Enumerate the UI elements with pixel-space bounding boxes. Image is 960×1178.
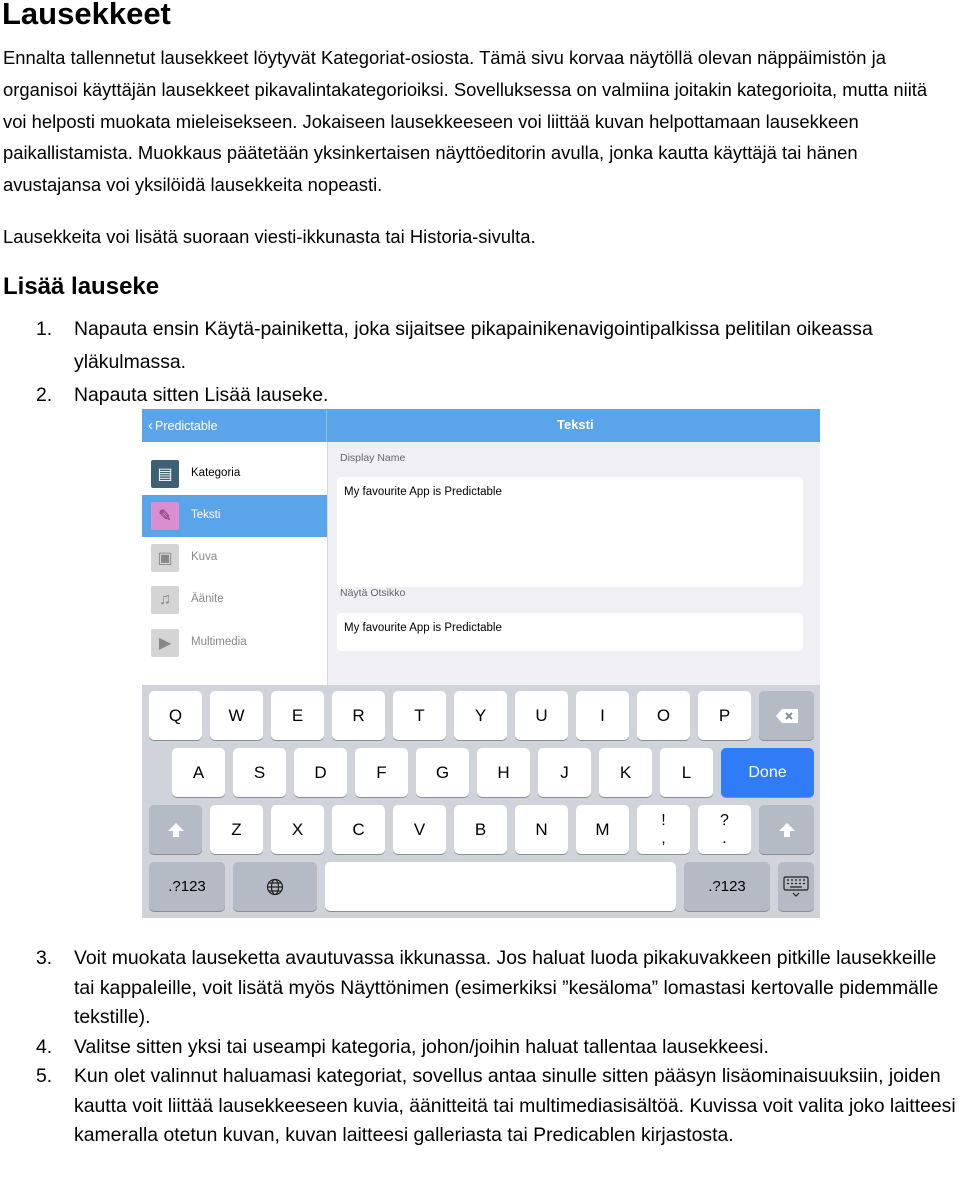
step-item	[0, 944, 960, 1033]
step-number: 4.	[36, 1035, 53, 1058]
sidebar-item-label: Multimedia	[191, 636, 247, 648]
key-p[interactable]: P	[698, 691, 751, 740]
numbers-key-right[interactable]: .?123	[684, 862, 770, 911]
step-number: 2.	[36, 384, 53, 406]
music-note-icon: ♫	[151, 586, 179, 614]
key-t[interactable]: T	[393, 691, 446, 740]
numbers-key-left[interactable]: .?123	[149, 862, 225, 911]
sidebar-item-label: Teksti	[191, 509, 221, 521]
image-icon: ▣	[151, 544, 179, 572]
sidebar-item-kategoria[interactable]	[142, 453, 327, 495]
sidebar-item-label: Äänite	[191, 593, 224, 605]
edit-panel	[328, 442, 820, 692]
key-w[interactable]: W	[210, 691, 263, 740]
sidebar-item-teksti[interactable]	[142, 495, 327, 537]
key-g[interactable]: G	[416, 748, 469, 797]
done-key[interactable]: Done	[721, 748, 814, 797]
sidebar-item-label: Kuva	[191, 551, 218, 563]
steps-list-before	[0, 313, 960, 412]
archive-icon: ▤	[151, 460, 179, 488]
steps-list-after	[0, 944, 960, 1151]
keyboard-hide-icon	[783, 876, 809, 898]
back-label: Predictable	[155, 419, 218, 433]
globe-icon	[266, 878, 284, 896]
key-bottom-char: .	[722, 829, 727, 847]
step-item	[0, 313, 960, 379]
step-item	[0, 379, 960, 412]
intro-paragraph: Ennalta tallennetut lausekkeet löytyvät Kategoriat-osiosta. Tämä sivu korvaa näytöllä olevan näppäimistön ja organisoi käyttäjän lausekkeet pikavalintakategorioiksi. Sovelluksessa on valmiina joitakin kategorioita, mutta niitä voi helposti muokata mieleisekseen. Jokaiseen lausekkeeseen voi liittää kuvan helpottamaan lausekkeen paikallistamista. Muokkaus päätetään yksinkertaisen näyttöeditorin avulla, jonka kautta käyttäjä tai hänen avustajansa voi yksilöidä lausekkeita nopeasti.	[3, 47, 928, 196]
add-info-paragraph: Lausekkeita voi lisätä suoraan viesti-ikkunasta tai Historia-sivulta.	[3, 226, 536, 247]
document-title: Lausekkeet	[2, 0, 171, 31]
key-top-char: !	[661, 811, 666, 829]
key-i[interactable]: I	[576, 691, 629, 740]
key-e[interactable]: E	[271, 691, 324, 740]
title-value: My favourite App is Predictable	[344, 622, 502, 634]
sidebar-item-kuva[interactable]	[142, 537, 327, 579]
key-x[interactable]: X	[271, 805, 324, 854]
shift-icon	[167, 822, 185, 838]
step-item	[0, 1062, 960, 1151]
chevron-left-icon: ‹	[148, 417, 153, 434]
key-n[interactable]: N	[515, 805, 568, 854]
step-number: 5.	[36, 1065, 53, 1087]
step-number: 3.	[36, 947, 53, 969]
key-question-period[interactable]	[698, 805, 751, 854]
nav-bar	[142, 409, 820, 442]
key-exclamation-comma[interactable]	[637, 805, 690, 854]
step-item	[0, 1033, 960, 1063]
edit-icon: ✎	[151, 502, 179, 530]
key-u[interactable]: U	[515, 691, 568, 740]
shift-key-left[interactable]	[149, 805, 202, 854]
key-v[interactable]: V	[393, 805, 446, 854]
sidebar-item-label: Kategoria	[191, 467, 241, 479]
key-bottom-char: ,	[661, 829, 666, 847]
sidebar-item-aanite[interactable]	[142, 579, 327, 621]
key-b[interactable]: B	[454, 805, 507, 854]
key-s[interactable]: S	[233, 748, 286, 797]
section-title: Lisää lauseke	[3, 273, 160, 300]
space-key[interactable]	[325, 862, 676, 911]
step-text: Napauta ensin Käytä-painiketta, joka sijaitsee pikapainikenavigointipalkissa pelitilan oikeassa yläkulmassa.	[74, 318, 873, 373]
film-icon: ▶	[151, 629, 179, 657]
key-k[interactable]: K	[599, 748, 652, 797]
key-z[interactable]: Z	[210, 805, 263, 854]
key-c[interactable]: C	[332, 805, 385, 854]
backspace-key[interactable]	[759, 691, 814, 740]
key-m[interactable]: M	[576, 805, 629, 854]
keyboard	[142, 685, 820, 918]
app-screenshot	[142, 409, 820, 918]
title-field[interactable]	[337, 613, 803, 651]
key-d[interactable]: D	[294, 748, 347, 797]
display-name-field[interactable]	[337, 477, 803, 587]
backspace-icon	[775, 708, 799, 724]
key-top-char: ?	[720, 811, 729, 829]
hide-keyboard-key[interactable]	[778, 862, 814, 911]
key-y[interactable]: Y	[454, 691, 507, 740]
key-j[interactable]: J	[538, 748, 591, 797]
sidebar	[142, 442, 328, 692]
sidebar-item-multimedia[interactable]	[142, 622, 327, 664]
step-number: 1.	[36, 318, 53, 340]
key-a[interactable]: A	[172, 748, 225, 797]
key-q[interactable]: Q	[149, 691, 202, 740]
shift-icon	[778, 822, 796, 838]
key-f[interactable]: F	[355, 748, 408, 797]
display-name-label: Display Name	[340, 452, 406, 464]
back-button[interactable]	[148, 417, 218, 434]
key-l[interactable]: L	[660, 748, 713, 797]
key-h[interactable]: H	[477, 748, 530, 797]
nav-title: Teksti	[557, 417, 594, 432]
step-text: Valitse sitten yksi tai useampi kategoria, johon/joihin haluat tallentaa lausekkeesi.	[74, 1035, 769, 1058]
display-name-value: My favourite App is Predictable	[344, 486, 502, 498]
nav-divider	[326, 409, 327, 442]
globe-key[interactable]	[233, 862, 317, 911]
key-o[interactable]: O	[637, 691, 690, 740]
step-text: Voit muokata lauseketta avautuvassa ikkunassa. Jos haluat luoda pikakuvakkeen pitkille lausekkeille tai kappaleille, voit lisätä myös Näyttönimen (esimerkiksi ”kesäloma” lomastasi kertovalle pidemmälle tekstille).	[74, 947, 939, 1028]
step-text: Kun olet valinnut haluamasi kategoriat, sovellus antaa sinulle sitten pääsyn lisäominaisuuksiin, joiden kautta voit liittää lausekkeeseen kuvia, äänitteitä tai multimediasisältöä. Kuvissa voit valita joko laitteesi kameralla otetun kuvan, kuvan laitteesi galleriasta tai Predicablen kirjastosta.	[74, 1065, 956, 1146]
title-label: Näytä Otsikko	[340, 587, 406, 599]
key-r[interactable]: R	[332, 691, 385, 740]
shift-key-right[interactable]	[759, 805, 814, 854]
step-text: Napauta sitten Lisää lauseke.	[74, 384, 329, 406]
